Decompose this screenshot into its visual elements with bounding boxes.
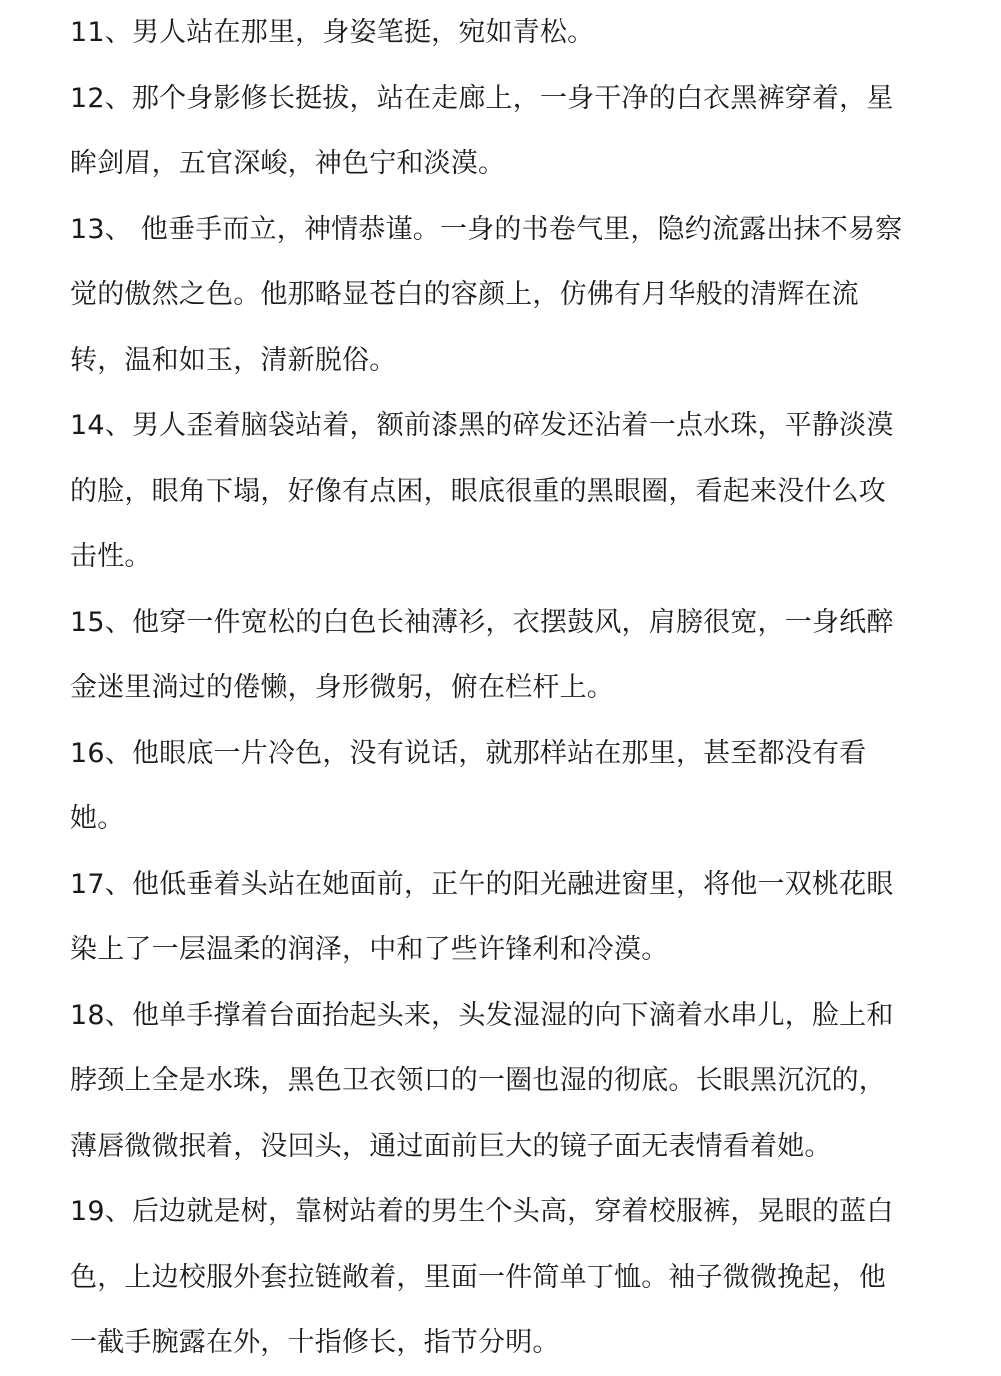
text-line: 眸剑眉，五官深峻，神色宁和淡漠。 xyxy=(70,148,506,179)
text-line: 19、后边就是树，靠树站着的男生个头高，穿着校服裤，晃眼的蓝白 xyxy=(70,1196,894,1227)
text-line: 染上了一层温柔的润泽，中和了些许锋利和冷漠。 xyxy=(70,934,669,965)
text-line: 14、男人歪着脑袋站着，额前漆黑的碎发还沾着一点水珠，平静淡漠 xyxy=(70,410,894,441)
entry-15 xyxy=(70,590,931,721)
entry-11 xyxy=(70,0,931,66)
text-line: 11、男人站在那里，身姿笔挺，宛如青松。 xyxy=(70,17,595,48)
text-line: 转，温和如玉，清新脱俗。 xyxy=(70,344,397,376)
text-line: 金迷里淌过的倦懒，身形微躬，俯在栏杆上。 xyxy=(70,672,614,703)
text-line: 15、他穿一件宽松的白色长袖薄衫，衣摆鼓风，肩膀很宽，一身纸醉 xyxy=(70,606,894,638)
text-line: 她。 xyxy=(70,803,125,834)
text-line: 一截手腕露在外，十指修长，指节分明。 xyxy=(70,1327,560,1358)
entry-18 xyxy=(70,983,931,1180)
text-line: 色，上边校服外套拉链敞着，里面一件简单丁恤。袖子微微挽起，他 xyxy=(70,1261,886,1293)
entry-14 xyxy=(70,393,931,590)
text-line: 击性。 xyxy=(70,541,152,572)
entry-12 xyxy=(70,66,931,197)
entry-16 xyxy=(70,721,931,852)
text-line: 的脸，眼角下塌，好像有点困，眼底很重的黑眼圈，看起来没什么攻 xyxy=(70,475,886,507)
text-line: 13、 他垂手而立，神情恭谨。一身的书卷气里，隐约流露出抹不易察 xyxy=(70,213,903,245)
text-line: 脖颈上全是水珠，黑色卫衣领口的一圈也湿的彻底。长眼黑沉沉的， xyxy=(70,1065,886,1096)
text-line: 18、他单手撑着台面抬起头来，头发湿湿的向下滴着水串儿，脸上和 xyxy=(70,999,894,1031)
entry-19 xyxy=(70,1179,931,1376)
entry-17 xyxy=(70,852,931,983)
entry-13 xyxy=(70,197,931,394)
text-line: 觉的傲然之色。他那略显苍白的容颜上，仿佛有月华般的清辉在流 xyxy=(70,279,859,310)
text-line: 薄唇微微抿着，没回头，通过面前巨大的镜子面无表情看着她。 xyxy=(70,1130,832,1162)
text-line: 12、那个身影修长挺拔，站在走廊上，一身干净的白衣黑裤穿着，星 xyxy=(70,82,894,114)
text-line: 16、他眼底一片冷色，没有说话，就那样站在那里，甚至都没有看 xyxy=(70,737,867,769)
text-line: 17、他低垂着头站在她面前，正午的阳光融进窗里，将他一双桃花眼 xyxy=(70,868,894,900)
